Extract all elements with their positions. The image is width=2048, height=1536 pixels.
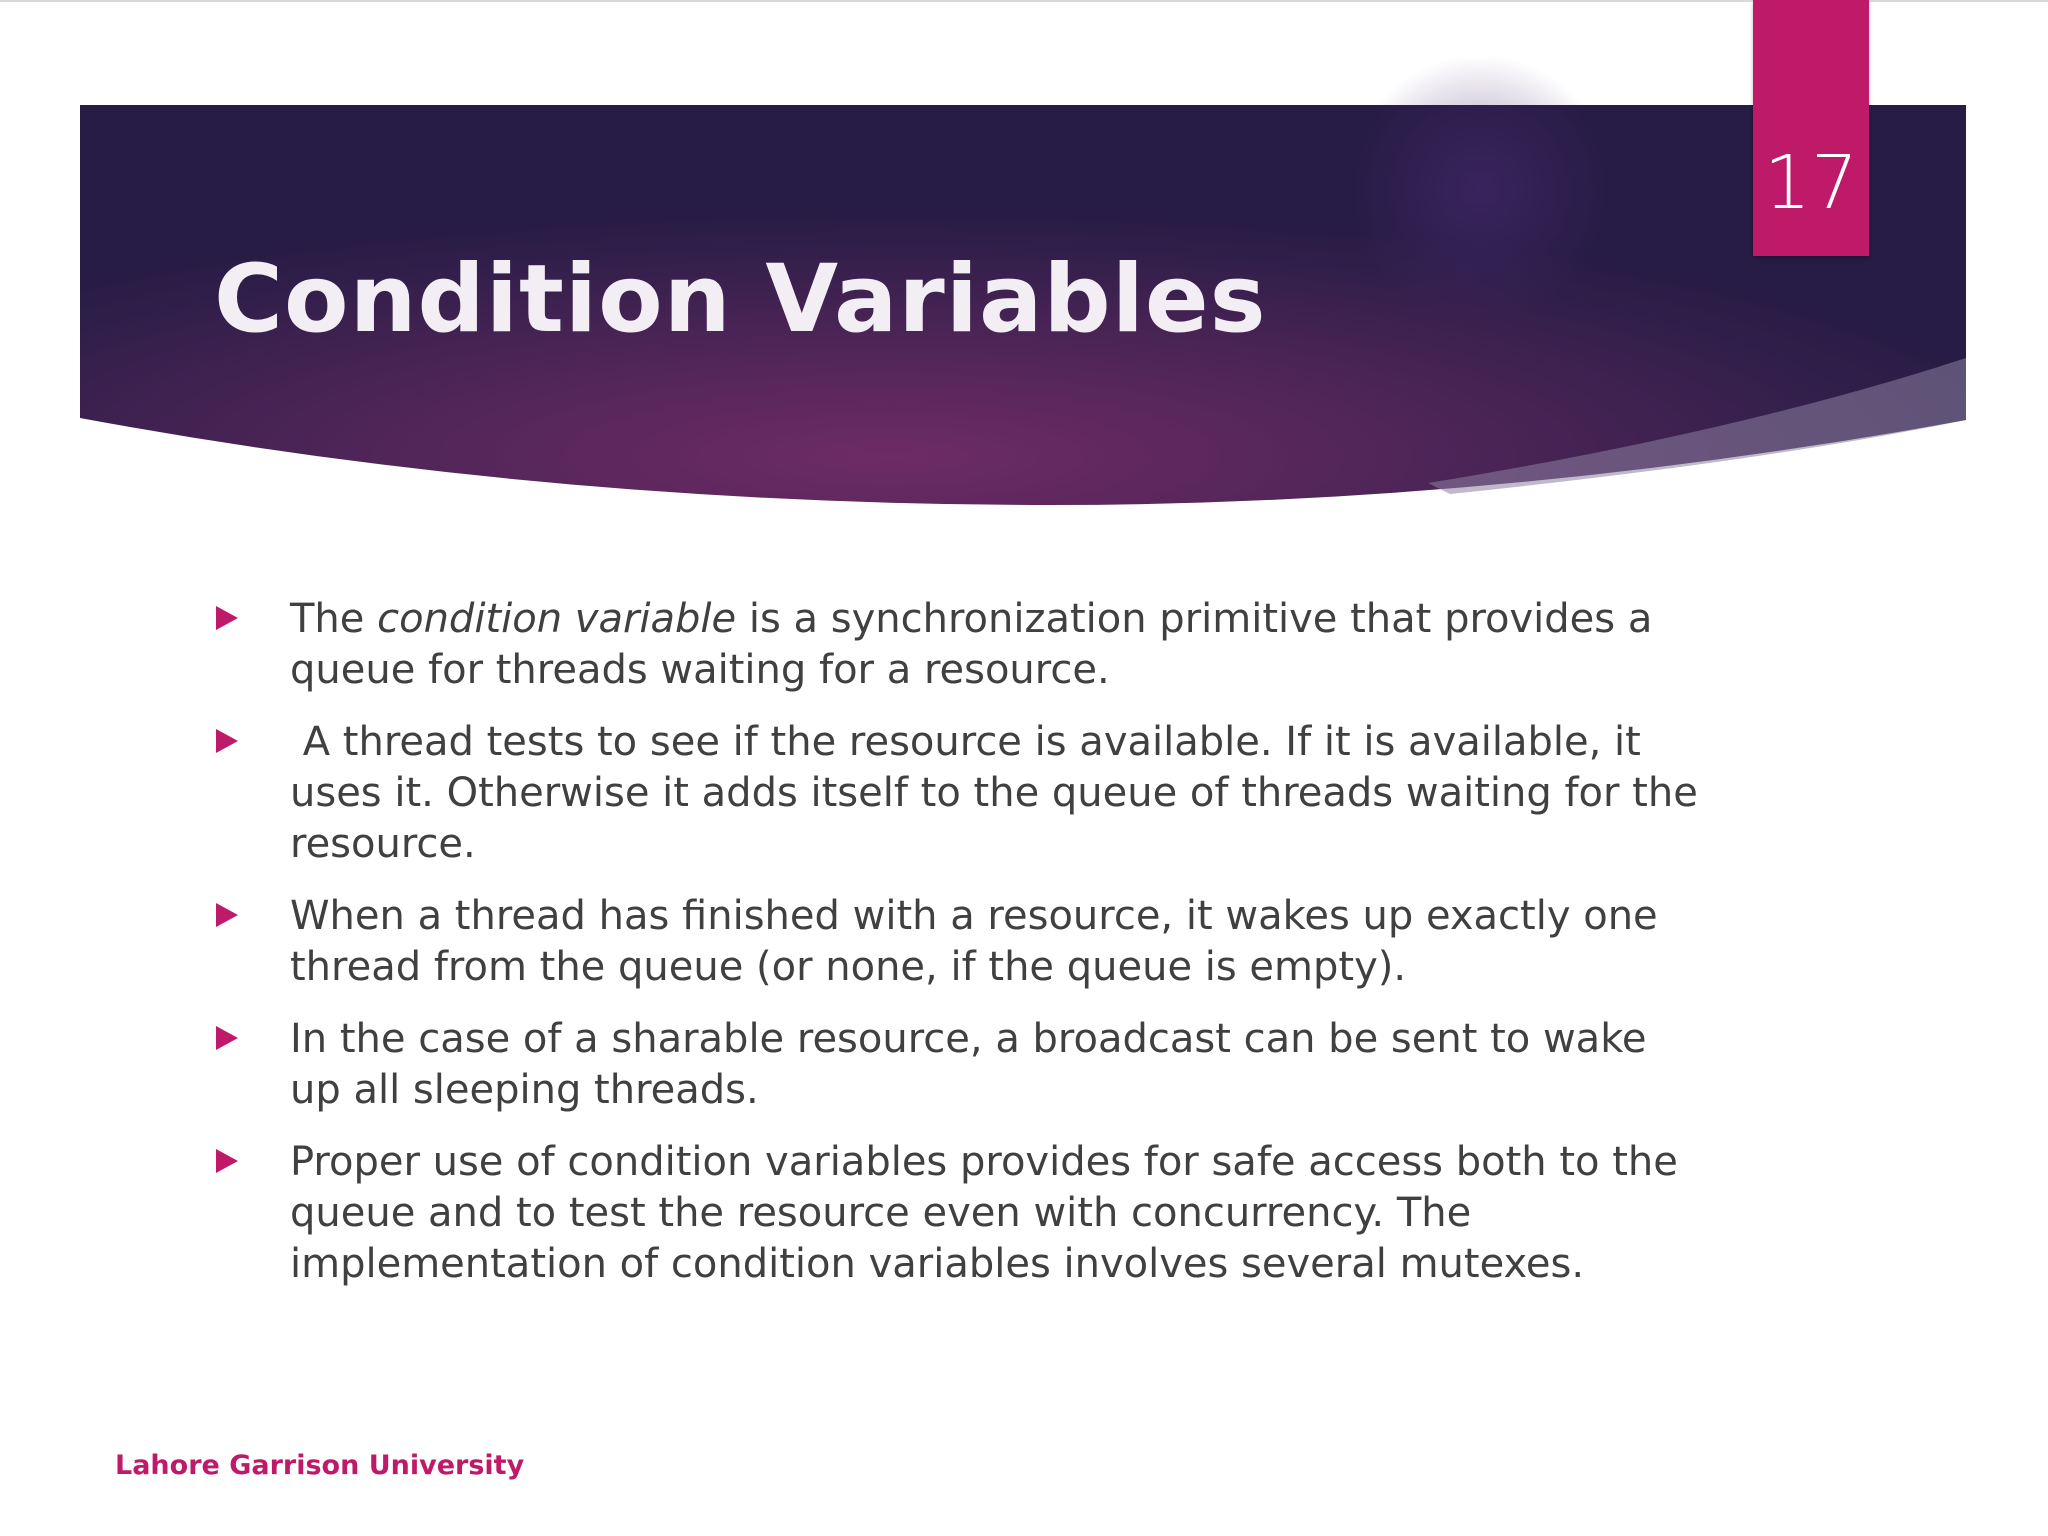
slide-title: Condition Variables [214,245,1267,354]
bullet-item [212,594,1702,696]
page-number: 17 [1763,140,1859,226]
bullet-text: In the case of a sharable resource, a broadcast can be sent to wake up all sleeping threads. [290,1016,1647,1113]
bullet-text-emphasis: condition variable [377,596,737,642]
bullet-item [212,891,1702,993]
triangle-right-icon [216,1149,238,1173]
bullet-text: When a thread has finished with a resource, it wakes up exactly one thread from the queue (or none, if the queue is empty). [290,893,1658,990]
bullet-item [212,717,1711,870]
bullet-list [212,594,1711,1311]
triangle-right-icon [216,606,238,630]
bullet-text: A thread tests to see if the resource is available. If it is available, it uses it. Otherwise it adds itself to the queue of threads waiting for the resource. [290,719,1711,867]
bullet-text-before: The [290,596,378,642]
bullet-text-after: is a synchronization primitive that provides a queue for threads waiting for a resource. [290,596,1653,693]
bullet-text: Proper use of condition variables provides for safe access both to the queue and to test the resource even with concurrency. The implementation of condition variables involves several mutexes. [290,1139,1678,1287]
triangle-right-icon [216,729,238,753]
bullet-item [212,1137,1702,1290]
triangle-right-icon [216,903,238,927]
footer-university: Lahore Garrison University [115,1450,525,1481]
bullet-item [212,1014,1702,1116]
triangle-right-icon [216,1026,238,1050]
